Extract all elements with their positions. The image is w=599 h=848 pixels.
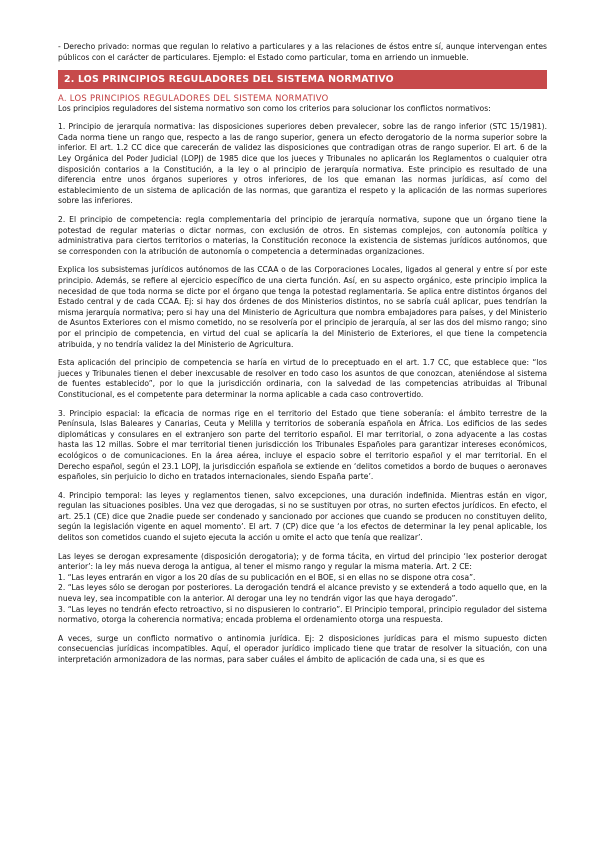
paragraph-jerarquia: 1. Principio de jerarquía normativa: las disposiciones superiores deben prevalecer, sobre las de rango inferior (STC 15/1981). Cada norma tiene un rango que, respecto a las de rango superior, genera un efecto derogatorio de la norma superior sobre la inferior. El art. 1.2 CC dice que carecerán de validez las disposiciones que contradigan otras de rango superior. El art. 6 de la Ley Orgánica del Poder Judicial (LOPJ) de 1985 dice que los jueces y Tribunales no aplicarán los Reglamentos o cualquier otra disposición contarios a la Constitución, a la ley o al principio de jerarquía normativa. Este principio es resultado de una diferencia entre unos órganos superiores y otros inferiores, de los que emanan las normas jurídicas, así como del establecimiento de un sistema de aplicación de las normas, que garantiza el respeto y la aplicación de las normas superiores sobre las inferiores.: [58, 122, 547, 206]
paragraph-antinomia: A veces, surge un conflicto normativo o antinomia jurídica. Ej: 2 disposiciones jurídicas para el mismo supuesto dicten consecuencias jurídicas incompatibles. Aquí, el operador jurídico implicado tiene que tratar de resolver la situación, con una interpretación armonizadora de las normas, para saber cuáles el ámbito de aplicación de cada una, si es que es: [58, 633, 547, 664]
intro-paragraph: - Derecho privado: normas que regulan lo relativo a particulares y a las relaciones de éstos entre sí, aunque intervengan entes públicos con el carácter de particulares. Ejemplo: el Estado como particular, toma en arriendo un inmueble.: [58, 42, 547, 62]
section-banner: 2. LOS PRINCIPIOS REGULADORES DEL SISTEMA NORMATIVO: [58, 70, 547, 89]
paragraph-aplicacion: Esta aplicación del principio de competencia se haría en virtud de lo preceptuado en el art. 1.7 CC, que establece que: “los jueces y Tribunales tienen el deber inexcusable de resolver en todo caso los asuntos de que conozcan, ateniéndose al sistema de fuentes establecido”, por lo que la jurisdicción ordinaria, con la salvedad de las competencias atribuidas al Tribunal Constitucional, es el competente para determinar la norma aplicable a cada caso controvertido.: [58, 358, 547, 399]
paragraph-espacial: 3. Principio espacial: la eficacia de normas rige en el territorio del Estado que tiene soberanía: el ámbito terrestre de la Península, Islas Baleares y Canarias, Ceuta y Melilla y territorios de soberanía española en África. Los edificios de las sedes diplomáticas y consulares en el extranjero son parte del territorio español. El mar territorial, o zona adyacente a las costas hasta las 12 millas. Sobre el mar territorial tienen jurisdicción los Tribunales Españoles para garantizar intereses económicos, ecológicos o de comunicaciones. En la área aérea, incluye el espacio sobre el territorio español y el mar territorial. En el Derecho español, según el 23.1 LOPJ, la jurisdicción española se extiende en ‘delitos cometidos a bordo de buques o aeronaves españoles, sin perjuicio lo dicho en tratados internacionales, siendo España parte’.: [58, 408, 547, 482]
paragraph-temporal: 4. Principio temporal: las leyes y reglamentos tienen, salvo excepciones, una duración indefinida. Mientras están en vigor, regulan las situaciones posibles. Una vez que derogadas, si no se sustituyen por otras, no surten efectos jurídicos. En efecto, el art. 25.1 (CE) dice que 2nadie puede ser condenado y sancionado por acciones que cuando se producen no constituyen delito, según la legislación vigente en aquel momento’. El art. 7 (CP) dice que ‘a los efectos de determinar la ley penal aplicable, los delitos son cometidos cuando el sujeto ejecuta la acción u omite el acto que tenía que realizar’.: [58, 490, 547, 543]
paragraph-subsistemas: Explica los subsistemas jurídicos autónomos de las CCAA o de las Corporaciones Locales, ligados al general y entre sí por este principio. Además, se refiere al ejercicio específico de una cierta función. Así, en su aspecto orgánico, este principio implica la necesidad de que toda norma se dicte por el órgano que tenga la potestad reglamentaria. Se aplica entre distintos órganos del Estado central y de cada CCAA. Ej: si hay dos órdenes de dos Ministerios distintos, no se sabría cuál aplicar, pues tendrían la misma jerarquía normativa; pero si hay una del Ministerio de Agricultura que nombra embajadores para países, y del Ministerio de Asuntos Exteriores con el mismo cometido, no se resolvería por el principio de jerarquía, al ser las dos del mismo rango; sino por el principio de competencia, en virtud del cual se aplicaría la del Ministerio de Exteriores, el que tiene la competencia atribuida, y no tendría validez la del Ministerio de Agricultura.: [58, 265, 547, 349]
section-lead: Los principios reguladores del sistema normativo son como los criterios para solucionar los conflictos normativos:: [58, 103, 491, 113]
paragraph-competencia: 2. El principio de competencia: regla complementaria del principio de jerarquía normativa, supone que un órgano tiene la potestad de regular materias o dictar normas, con exclusión de otros. En sistemas complejos, con autonomía política y administrativa para ciertos territorios o materias, la Constitución reconoce la existencia de sistemas jurídicos autónomos, que se corresponden con la atribución de autonomía o competencia a determinadas organizaciones.: [58, 215, 547, 256]
section-subheading: A. LOS PRINCIPIOS REGULADORES DEL SISTEMA NORMATIVO: [58, 93, 329, 104]
paragraph-derogacion: Las leyes se derogan expresamente (disposición derogatoria); y de forma tácita, en virtud del principio ‘lex posterior derogat anterior’: la ley más nueva deroga la antigua, al tener el mismo rango y regular la misma materia. Art. 2 CE: 1. “Las leyes entrarán en vigor a los 20 días de su publicación en el BOE, si en ellas no se dispone otra cosa”. 2. “Las leyes sólo se derogan por posteriores. La derogación tendrá el alcance previsto y se extenderá a todo aquello que, en la nueva ley, sea incompatible con la anterior. Al derogar una ley no tendrán vigor las que haya derogado”. 3. “Las leyes no tendrán efecto retroactivo, si no dispusieren lo contrario”. El Principio temporal, principio regulador del sistema normativo, otorga la coherencia normativa; encada problema el ordenamiento otorga una respuesta.: [58, 551, 547, 625]
